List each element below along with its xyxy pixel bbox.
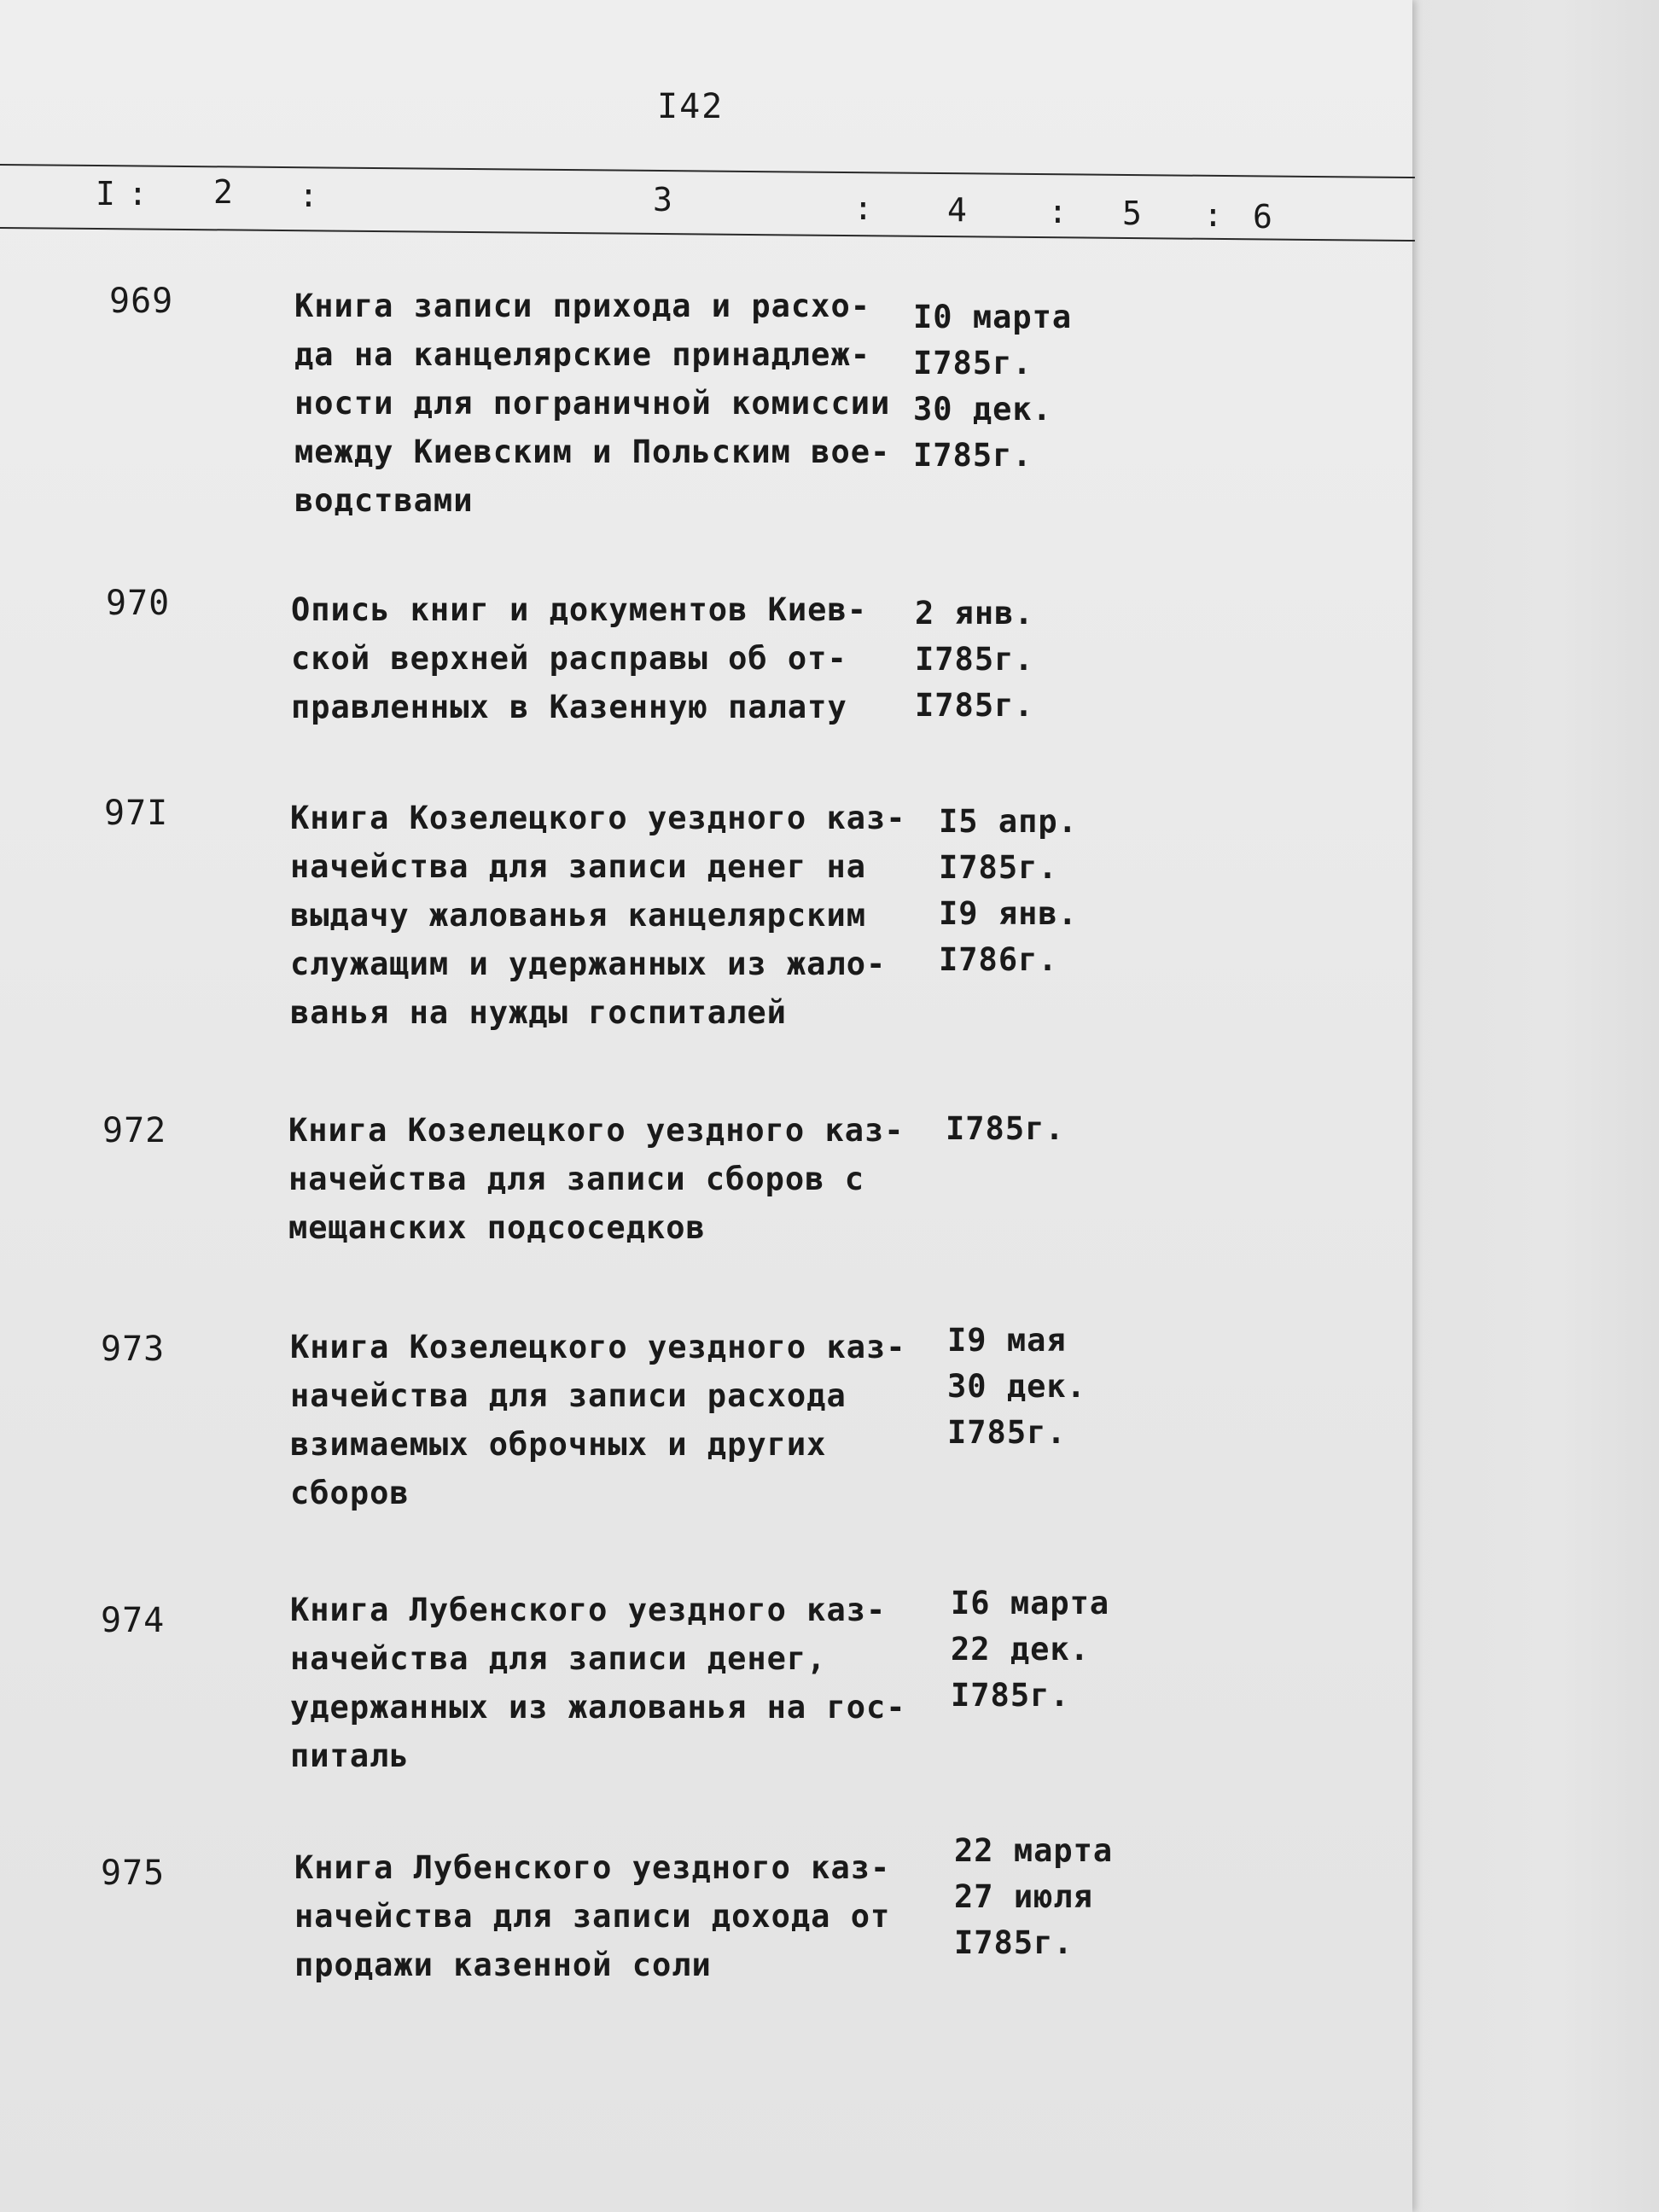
title-line: выдачу жалованья канцелярским — [290, 897, 867, 934]
column-header-4: 4 — [947, 191, 967, 229]
entry-dates — [946, 1106, 1065, 1152]
entry-title — [290, 1323, 906, 1517]
title-line: питаль — [290, 1738, 410, 1774]
entry-title — [294, 1843, 890, 1989]
entry-dates — [951, 1580, 1109, 1719]
title-line: ской верхней расправы об от- — [291, 640, 847, 677]
date-line: 30 дек. — [947, 1368, 1086, 1405]
entry-title — [294, 282, 890, 525]
date-line: I5 апр. — [939, 803, 1078, 840]
date-line: I9 мая — [947, 1322, 1067, 1359]
date-line: I9 янв. — [939, 895, 1078, 932]
entry-number: 97I — [104, 794, 169, 833]
title-line: начейства для записи денег на — [290, 848, 867, 885]
entry-dates — [915, 591, 1034, 729]
entry-number: 972 — [102, 1111, 167, 1150]
title-line: начейства для записи расхода — [290, 1377, 847, 1414]
entry-number: 973 — [101, 1330, 166, 1369]
title-line: начейства для записи дохода от — [294, 1898, 891, 1935]
entry-number: 974 — [101, 1601, 166, 1640]
title-line: начейства для записи сборов с — [288, 1161, 865, 1197]
title-line: продажи казенной соли — [294, 1947, 712, 1983]
date-line: 22 дек. — [951, 1631, 1090, 1668]
back-sheet — [1408, 0, 1659, 2212]
date-line: 22 марта — [954, 1832, 1114, 1869]
date-line: I6 марта — [951, 1585, 1110, 1621]
entry-number: 975 — [101, 1854, 166, 1893]
date-line: I785г. — [939, 849, 1058, 886]
entry-number: 969 — [109, 282, 174, 321]
entry-title — [290, 794, 906, 1037]
column-header-5: 5 — [1122, 195, 1142, 232]
column-separator: : — [1203, 196, 1223, 234]
column-header-2: 2 — [213, 173, 233, 211]
date-line: I785г. — [954, 1924, 1074, 1961]
entry-title — [291, 585, 867, 731]
title-line: служащим и удержанных из жало- — [290, 946, 887, 982]
date-line: I785г. — [947, 1414, 1067, 1451]
title-line: начейства для записи денег, — [290, 1640, 827, 1677]
entry-dates — [954, 1828, 1113, 1966]
date-line: 2 янв. — [915, 595, 1034, 632]
title-line: между Киевским и Польским вое- — [294, 434, 891, 470]
title-line: Книга Лубенского уездного каз- — [294, 1849, 891, 1886]
title-line: мещанских подсоседков — [288, 1209, 706, 1246]
title-line: сборов — [290, 1475, 410, 1511]
title-line: Книга Козелецкого уездного каз- — [290, 800, 906, 836]
date-line: 30 дек. — [913, 391, 1052, 428]
title-line: Книга Лубенского уездного каз- — [290, 1592, 887, 1628]
column-header-3: 3 — [653, 181, 672, 218]
header-rule-top — [0, 164, 1415, 178]
date-line: I785г. — [951, 1677, 1070, 1714]
entry-title — [290, 1586, 906, 1780]
date-line: I786г. — [939, 941, 1058, 978]
date-line: I785г. — [946, 1110, 1065, 1147]
entry-title — [288, 1106, 905, 1252]
title-line: водствами — [294, 482, 474, 519]
title-line: Книга Козелецкого уездного каз- — [290, 1329, 906, 1365]
title-line: ванья на нужды госпиталей — [290, 994, 787, 1031]
title-line: удержанных из жалованья на гос- — [290, 1689, 906, 1726]
entry-number: 970 — [106, 584, 171, 623]
column-separator: : — [299, 177, 318, 214]
entry-dates — [939, 799, 1078, 983]
date-line: I785г. — [913, 437, 1033, 474]
column-separator: : — [853, 189, 873, 227]
title-line: Книга записи прихода и расхо- — [294, 288, 871, 324]
column-separator: : — [1048, 193, 1068, 230]
column-header-6: 6 — [1253, 198, 1272, 236]
title-line: да на канцелярские принадлеж- — [294, 336, 871, 373]
title-line: Книга Козелецкого уездного каз- — [288, 1112, 905, 1149]
column-header-1: I — [96, 175, 115, 212]
date-line: I0 марта — [913, 299, 1073, 335]
date-line: I785г. — [915, 687, 1034, 724]
title-line: ности для пограничной комиссии — [294, 385, 891, 422]
title-line: Опись книг и документов Киев- — [291, 591, 868, 628]
date-line: I785г. — [913, 345, 1033, 381]
page-number: I42 — [657, 87, 725, 126]
date-line: I785г. — [915, 641, 1034, 678]
date-line: 27 июля — [954, 1878, 1093, 1915]
entry-dates — [947, 1318, 1086, 1456]
title-line: взимаемых оброчных и других — [290, 1426, 827, 1463]
entry-dates — [913, 294, 1072, 479]
column-separator: : — [128, 175, 148, 212]
title-line: правленных в Казенную палату — [291, 689, 847, 725]
